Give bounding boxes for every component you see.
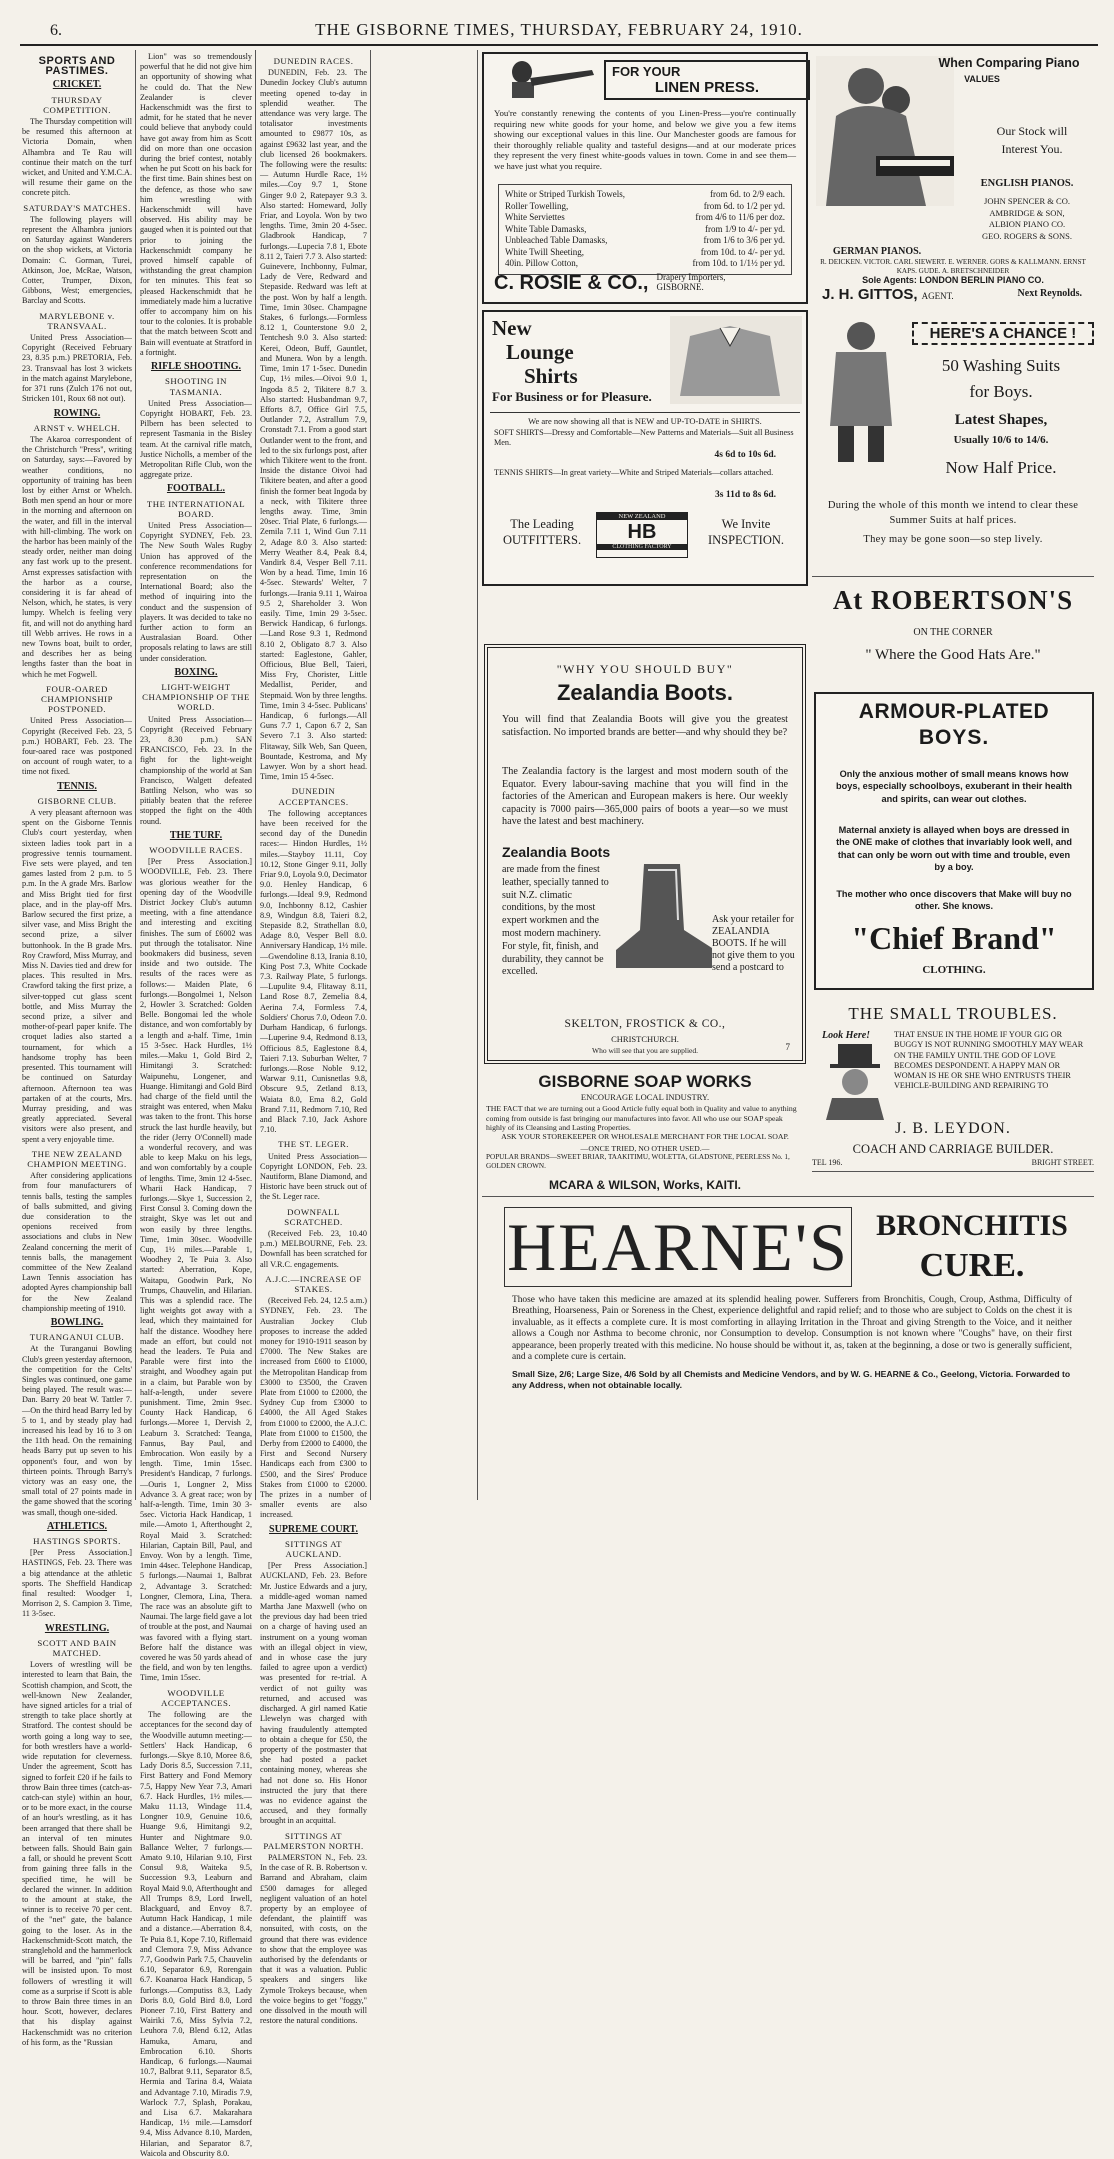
column-rule: [370, 50, 371, 1500]
piano-agents: Sole Agents: LONDON BERLIN PIANO CO.: [862, 275, 1044, 285]
newspaper-title: THE GISBORNE TIMES, THURSDAY, FEBRUARY 24, 1910.: [315, 20, 803, 39]
soap-title: GISBORNE SOAP WORKS: [538, 1072, 752, 1091]
article-subheading: GISBORNE CLUB.: [37, 795, 117, 806]
linen-item-name: Roller Towelling,: [505, 200, 569, 211]
shirts-soft-price: 4s 6d to 10s 6d.: [714, 450, 776, 460]
section-heading: BOWLING.: [50, 1316, 104, 1328]
linen-price-row: [505, 212, 785, 224]
article-body: The following acceptances have been received for the second day of the Dunedin races:— Hindon Hurdles, 1½ miles.—Stayboy 11.11, Coy 10.12, Stone Ginger 9.11, Jolly Friar 9.0, Loyola 9.0, Decimator 9.0. Henley Handicap, 6 furlongs.—Ideal 9.9, Redmond 9.0, Inchbonny 8.12, Cashier 8.9, Windgun 8.8, Taieri 8.2, Stepaside 8.2, Strathellan 8.0, Adage 8.0, Vesper Bell 8.0. Anniversary Handicap, 1½ mile.—Gwendoline 8.13, Irania 8.10, King Post 7.3, White Cockade 7.3. Railway Plate, 5 furlongs.—Lupulite 9.4, Flitaway 8.11, Land Rose 8.7, Zemelia 8.4, Aerina 7.4, Formless 7.4, Soldiers' Chorus 7.0, Odeon 7.0. Durham Handicap, 6 furlongs.—Luperine 9.4, Redmond 8.13, Officious 8.5, Eaglestone 8.4, Taieri 7.13. Suburban Welter, 7 furlongs.—Rose Noble 9.12, Warwar 9.11, Cunisnetlas 9.8, Obscure 9.5, Zetland 8.13, Waiata 8.0, Ema 8.2, Gold Brand 7.11, Redmorn 7.10, Red and Black 7.10, Jack Ashore 7.10.: [260, 808, 367, 1135]
piano-german: GERMAN PIANOS.: [832, 246, 922, 257]
man-with-hat-illustration: [822, 1044, 890, 1120]
rosie-name: C. ROSIE & CO.,: [494, 272, 649, 294]
linen-item-price: from 6d. to 2/9 each.: [710, 189, 785, 199]
troubles-tel: TEL 196.: [812, 1158, 843, 1167]
shirts-leading1: The Leading: [510, 517, 574, 531]
linen-item-name: Unbleached Table Damasks,: [505, 235, 608, 245]
article-subheading: THE INTERNATIONAL BOARD.: [146, 498, 246, 519]
chance-l5: Now Half Price.: [945, 458, 1057, 477]
piano-makers: [962, 196, 1092, 242]
ad-linen-press: [482, 52, 808, 304]
article-body: [Per Press Association.] AUCKLAND, Feb. 23. Before Mr. Justice Edwards and a jury, a middle-aged woman named Martha Jane Maxwell (who on the previous day had been tried on a charge of having used an instrument on a young woman with an illegal object in view, and in whose case the jury failed to agree upon a verdict) was presented for re-trial. A verdict of not guilty was returned, and accused was discharged. A girl named Katie Llewelyn was charged with having fraudulently attempted to obtain a cheque for £50, the property of the postmaster that she had posted a packet containing money, whereas she had not done so. His Honor instructed the jury that there was no evidence against the accused, and they formally brought in an acquittal.: [260, 1561, 367, 1826]
shirts-l1: New: [492, 316, 532, 340]
linen-price-row: [505, 258, 785, 270]
piano-maker: ALBION PIANO CO.: [988, 219, 1066, 229]
ad-small-troubles: [812, 1000, 1094, 1172]
troubles-name: J. B. LEYDON.: [895, 1120, 1011, 1137]
article-body: A very pleasant afternoon was spent on the Gisborne Tennis Club's court yesterday, when sixteen ladies took part in a progressive tennis tournament. Five sets were played, and ten games lasted from 2 p.m. to 5 p.m. In the A grade Mrs. Barlow and Miss Bright tied for first place, and in the play-off Mrs. Barlow secured the first prize, a silver vase, and Miss Bright the second prize, a silver buttonhook. In the B grade Mrs. Roy Crawford, Miss Murray, and Miss N. Davies tied and drew for places. This resulted in Mrs. Crawford taking the first prize, a silver-topped cut glass scent bottle, and Miss Murray the second prize, a silver and mother-of-pearl paper knife. The croquet ladies also started a tournament, for which a handsome trophy has been presented. This tournament will be continued on Saturday afternoon. Afternoon tea was partaken of at the courts, Mrs. Murray presiding, and was greatly appreciated. Several visitors were also present, and spent a very enjoyable time.: [22, 808, 132, 1144]
zealandia-why: "WHY YOU SHOULD BUY": [556, 662, 734, 676]
linen-line1: FOR YOUR: [612, 64, 681, 79]
shirts-intro: We are now showing all that is NEW and UP-TO-DATE in SHIRTS.: [490, 412, 800, 426]
gittos-agent: AGENT.: [921, 291, 954, 301]
article-subheading: SITTINGS AT AUCKLAND.: [284, 1538, 343, 1560]
zealandia-p3: are made from the finest leather, specially tanned to suit N.Z. climatic conditions, by the most expert workmen and the most modern machinery. For style, fit, finish, and durability, they cannot be excelled.: [502, 864, 609, 978]
linen-line2: LINEN PRESS.: [654, 79, 760, 96]
chance-title: HERE'S A CHANCE !: [912, 322, 1094, 345]
piano-maker: AMBRIDGE & SON,: [989, 207, 1065, 218]
article-subheading: FOUR-OARED CHAMPIONSHIP POSTPONED.: [41, 683, 113, 715]
linen-item-price: from 4/6 to 11/6 per doz.: [695, 212, 785, 222]
section-heading: WRESTLING.: [44, 1622, 110, 1634]
article-body: DUNEDIN, Feb. 23. The Dunedin Jockey Club's autumn meeting opened to-day in splendid weather. The attendance was very large. The totalisator investments amounted to £9877 10s, as against £9632 last year, and the club licensed 26 bookmakers. The following were the results:— Autumn Hurdle Race, 1½ miles.—Coy 9.7 1, Stone Ginger 9.0 2, Ratepayer 9.3 3. Also started: Homeward, Jolly Friar, and Loyola. Won by two lengths. Time, 3min 20 4-5sec. Gladbrook Handicap, 7 furlongs.—Lupecia 7.8 1, Ebote 8.11 2, Taieri 7.7 3. Also started: Guinevere, Inchbonny, Fulmar, Lady de Vere, Redward and Stepaside. Redward was left at the post. Won by half a length. Time, 1min 30sec. Champagne Stakes, 6 furlongs.—Formless 8.12 1, Counterstone 9.0 2, Tentchesh 9.0 3. Also started: Kerei, Odeon, Buff, Gauntlet, and Munera. Won by a length. Time, 1min 17 1-5sec. Dunedin Cup, 1½ miles.—Oivoi 9.0 1, Ingoda 8.5 2, Tikitere 8.7 3. Also started: Husbandman 9.7, Efforts 8.7, Office Girl 7.5, Outlander 7.2, Astrallum 7.9, Cronstadt 7.1. From a good start Outlander went to the front, and led to the six furlongs post, after which Tikitere went to the front. Inside the distance Oivoi had Tikitere beaten, and after a good finish the former beat Ingoda by a neck, with Tikitere three lengths away. Time, 3min 20sec. Trial Plate, 6 furlongs.—Zemila 7.11 1, Wind Gun 7.11 2, Adage 8.0 3. Also started: Merry Weather 8.4, Peak 8.4, Vandirk 8.4, Vesper Bell 7.11. Won by a head. Time, 1min 16 4-5sec. Stewards' Welter, 7 furlongs.—Irania 9.11 1, Wairoa 9.5 2, Shareholder 3. Won easily. Time, 1min 29 3-5sec. Berwick Handicap, 6 furlongs.—Land Rose 9.3 1, Redmond 8.10 2, Obligato 8.7 3. Also started: Eaglestone, Gahler, Officious, Blue Bell, Taieri, Miss Fry, Chorister, Little Medallist, Perider, and Stepmaid. Won by three lengths. Time, 1min 3 4-5sec. Publicans' Handicap, 6 furlongs.—All Guns 7.7 1, Capon 6.7 2, San Severo 7.1 3. Also started: Flitaway, Silk Web, San Queen, Bountade, Kestroma, and My Lawyer. Won by a short head. Time, 1min 15 4-5sec.: [260, 68, 367, 782]
linen-price-row: [505, 189, 785, 201]
linen-item-price: from 10d. to 1/1½ per yd.: [692, 258, 785, 268]
linen-firm: [494, 272, 796, 295]
ad-robertsons: [812, 576, 1094, 686]
column-sports-continued: [140, 52, 252, 2158]
chance-body: During the whole of this month we intend to clear these Summer Suits at half prices.: [827, 500, 1079, 526]
linen-item-price: from 10d. to 4/- per yd.: [700, 246, 785, 257]
shirts-l2: Lounge: [506, 340, 574, 364]
article-body: United Press Association—Copyright LONDON, Feb. 23. Nautiform, Blane Diamond, and Historic have been struck out of the St. Leger race.: [260, 1151, 367, 1202]
ad-zealandia-boots: [484, 644, 806, 1064]
article-subheading: HASTINGS SPORTS.: [33, 1536, 121, 1547]
column-rule: [135, 50, 136, 1500]
armour-title1: ARMOUR-PLATED: [858, 700, 1050, 723]
shirts-l3: Shirts: [524, 364, 578, 388]
pointing-man-icon: [502, 58, 598, 98]
article-body: United Press Association—Copyright (Received February 23, 8.35 p.m.) PRETORIA, Feb. 23. Transvaal has lost 3 wickets in the match against Marylebone, for 371 runs (Zulch 176 not out, Stricken 101, Roux 68 not out).: [22, 333, 132, 404]
section-heading: TENNIS.: [57, 780, 97, 792]
ad-washing-suits: [812, 312, 1094, 572]
article-body: The Akaroa correspondent of the Christchurch "Press", writing on Saturday, says:—Favored by weather conditions, no opportunity of training has been lost by either Arnst or Whelch. Both men spend an hour or more in the morning and afternoon on the water, and fill in the interval with hill-climbing. The work on the harbor has been mainly of the steady order, neither man doing any fast work up to the present. Arnst expresses satisfaction with the harbor as a course, considering it is far ahead of Nelson, which, he states, is very lumpy. Whelch is feeling very fit, and will not do anything hard till Webb arrives. He rows in a new Towns boat, built to order, and describes her as being lengths faster than the boat in which he met Fogwell.: [22, 434, 132, 679]
zealandia-title: Zealandia Boots.: [556, 680, 734, 705]
article-body: United Press Association—Copyright (Received February 23, 8.30 p.m.) SAN FRANCISCO, Feb. 23. In the fight for the light-weight championship of the world at San Francisco, Walgett defeated Battling Nelson, who was so pitiably beaten that the referee stopped the fight on the 40th round.: [140, 714, 252, 826]
rosie-sub1: Drapery Importers,: [656, 272, 726, 282]
article-body: Lion" was so tremendously powerful that he did not give him an opportunity of showing what he could do. That the New Zealander is clever Hackenschmidt was the first to admit, for he stated that he never could believe that anybody could have got away from him as Scott did on more than one occasion during the brief contest, notably when he put Scott on his back for the first time. Bain shines best on the defence, as those who saw him wrestling with Hackenschmidt will have observed. His ability may be gauged when it is pointed out that prior to joining the Hackenschmidt company he proved himself capable of withstanding the great champion for ten minutes. This feat so pleased Hackenschmidt that he immediately made him a lucrative offer to accompany him on his tour to the colonies. It is probable that the match between Scott and Bain will eventuate at Stratford in a fortnight.: [140, 52, 252, 357]
soap-once: —ONCE TRIED, NO OTHER USED.—: [580, 1144, 710, 1153]
article-body: United Press Association—Copyright HOBART, Feb. 23. Pilbern has been selected to represent Tasmania in the Bisley team. At the carnival rifle match, Justice Nicholls, a member of the Metropolitan Rifle Club, won the aggregate prize.: [140, 398, 252, 480]
piano-german-makers: R. DEICKEN. VICTOR. CARL SIEWERT. E. WERNER. GORS & KALLMANN. ERNST KAPS. GUDE. A. BRETSCHNEIDER: [820, 258, 1086, 275]
article-subheading: A.J.C.—INCREASE OF STAKES.: [265, 1273, 362, 1294]
linen-price-row: [505, 247, 785, 259]
troubles-street: BRIGHT STREET.: [1031, 1158, 1094, 1167]
article-body: Lovers of wrestling will be interested to learn that Bain, the Scottish champion, and Scott, the well-known New Zealander, have signed articles for a trial of strength to take place shortly at Stratford. The contest should be worth going a long way to see, for both wrestlers have a world-wide reputation for cleverness. Under the agreement, Scott has signed to forfeit £20 if he fails to throw Bain three times (catch-as-catch-can style) within an hour, or to be more exact, in the course of an hour's wrestling, as it has been arranged that there shall be an interval of ten minutes between falls. Should Bain gain a fall, or should he prevent Scott from gaining three falls in the specified time, he will be declared the winner. In addition to the amount at stake, the winner is to receive 70 per cent. of the "net" gate, the balance going to the loser. As in the Hackenschmidt-Scott match, the stranglehold and the hammerlock will be barred, and "pin" falls will be insisted upon. To most followers of wrestling it will come as a surprise if Scott is able to throw Bain three times in an hour. Scott, however, declares that his display against Hackenschmidt was no criterion of his form, as the "Russian: [22, 1660, 132, 2047]
article-body: PALMERSTON N., Feb. 23. In the case of R. B. Robertson v. Barrand and Abraham, claim £500 damages for alleged negligent valuation of an hotel property by an employee of defendant, the plaintiff was nonsuited, with costs, on the ground that there was evidence to show that the employee was authorised by the defendants or that it was a valuation. Public speakers and singers like Zymole Trokeys because, when the voice begins to get "foggy," one dissolved in the mouth will restore the natural conditions.: [260, 1852, 367, 2026]
article-subheading: DUNEDIN RACES.: [273, 56, 354, 66]
linen-item-name: White Twill Sheeting,: [505, 246, 584, 257]
robertson-name: At ROBERTSON'S: [832, 585, 1074, 615]
article-body: [Per Press Association.] HASTINGS, Feb. 23. There was a big attendance at the athletic sports. The Sheffield Handicap final resulted: Woodger 1, Morrison 2, S. Campion 3. Time, 11 3-5sec.: [22, 1548, 132, 1619]
piano-stock2: Interest You.: [1001, 142, 1063, 156]
boot-illustration: [608, 860, 718, 980]
soap-ask: ASK YOUR STOREKEEPER OR WHOLESALE MERCHANT FOR THE LOCAL SOAP.: [501, 1132, 789, 1141]
article-subheading: THE NEW ZEALAND CHAMPION MEETING.: [27, 1148, 127, 1169]
article-subheading: MARYLEBONE v. TRANSVAAL.: [39, 310, 115, 331]
ad-gisborne-soap-works: [480, 1066, 810, 1174]
zealandia-ask: Ask your retailer for ZEALANDIA BOOTS. If he will not give them to you send a postcard to: [712, 914, 795, 973]
robertson-corner: ON THE CORNER: [913, 627, 993, 638]
linen-item-price: from 1/9 to 4/- per yd.: [705, 223, 785, 234]
section-heading: RIFLE SHOOTING.: [150, 361, 242, 373]
linen-item-price: from 6d. to 1/2 per yd.: [703, 200, 785, 211]
shirts-illustration: [670, 316, 802, 404]
boy-suit-illustration: [822, 316, 900, 466]
zealandia-p1: You will find that Zealandia Boots will give you the greatest satisfaction. No imported brands are better—and why should they be?: [502, 714, 788, 738]
article-subheading: SHOOTING IN TASMANIA.: [165, 376, 227, 397]
shirts-soft: SOFT SHIRTS—Dressy and Comfortable—New Patterns and Materials—Suit all Business Men.: [494, 428, 794, 447]
zealandia-sub: Zealandia Boots: [502, 844, 611, 860]
armour-title2: BOYS.: [918, 726, 990, 749]
hearne-name: HEARNE'S: [504, 1207, 852, 1287]
troubles-body: THAT ENSUE IN THE HOME IF YOUR GIG OR BUGGY IS NOT RUNNING SMOOTHLY MAY WEAR ON THE FAMILY UNTIL THE GOD OF LOVE BECOMES DESPONDENT. A HAPPY MAN OR WOMAN IS HE OR SHE WHO ENTRUSTS THEIR VEHICLE-BUILDING AND REPAIRING TO: [894, 1030, 1084, 1091]
shirts-invite2: INSPECTION.: [707, 533, 785, 547]
article-subheading: DOWNFALL SCRATCHED.: [284, 1206, 343, 1227]
piano-stock1: Our Stock will: [996, 124, 1068, 138]
ad-lounge-shirts: [482, 310, 808, 586]
page-number: 6.: [50, 22, 62, 39]
article-body: (Received Feb. 24, 12.5 a.m.) SYDNEY, Feb. 23. The Australian Jockey Club proposes to increase the added money for 1910-1911 season by £7000. The New Stakes are increased from £600 to £1000, the Metropolitan Handicap from £3000 to £3500, the Craven Plate from £1000 to £2000, the Sydney Cup from £3000 to £4000, the All Aged Stakes from £1000 to £2000, the A.J.C. Plate from £1000 to £1500, the Derby from £2000 to £4000, the First and Second Nursery Handicaps each from £300 to £500, and the Sires' Produce Stakes from £1000 to £2000. The prizes in a number of smaller events are also increased.: [260, 1296, 367, 1520]
article-body: At the Turanganui Bowling Club's green yesterday afternoon, the competition for the Celts' Singles was continued, one game being played. The result was:—Dan. Barry 20 beat W. Tattler 7.—On the third head Barry led by 5 to 1, and by steady play had increased his lead by 16 to 3 on the 11th head. On the remaining heads Barry put up seven to his opponent's four, and won by thirteen points. Through Barry's victory was an easy one, the small total of 27 points made in the game showed that the scoring was small, though one-sided.: [22, 1344, 132, 1517]
article-body: The following players will represent the Alhambra juniors on Saturday against Wanderers on the shop wickets, at Victoria Domain: C. Gorman, Turei, Atkinson, Joe, McRae, Watson, Cotter, Trumper, Dixon, Gibbons, West; emergencies, Barclay and Scotts.: [22, 214, 132, 306]
section-heading: ATHLETICS.: [46, 1520, 108, 1532]
piano-maker: JOHN SPENCER & CO.: [984, 196, 1070, 206]
troubles-trade: COACH AND CARRIAGE BUILDER.: [852, 1142, 1054, 1156]
linen-price-list: [498, 184, 792, 275]
column-sports: [22, 52, 132, 2047]
column-racing: [260, 52, 367, 2026]
shirts-leading2: OUTFITTERS.: [502, 533, 582, 547]
zealandia-ad-number: 7: [785, 1042, 790, 1052]
zealandia-p2: The Zealandia factory is the largest and most modern south of the Equator. Every labour-saving machine that you will find in the factories of the American and European makers is here. Our weekly capacity is 7000 pairs—365,000 pairs of boots a year—so we must have the latest and best machinery.: [502, 766, 788, 828]
chance-l2: for Boys.: [969, 382, 1033, 401]
linen-item-name: White Table Damasks,: [505, 223, 587, 234]
zealandia-firm: SKELTON, FROSTICK & CO.,: [564, 1018, 726, 1030]
article-subheading: THURSDAY COMPETITION.: [43, 94, 111, 115]
hearne-body: Those who have taken this medicine are amazed at its splendid healing power. Sufferers from Bronchitis, Cough, Croup, Asthma, Difficulty of Breathing, Hoarseness, Pain or Soreness in the Chest, experience delightful and rapid relief; and to those who are subject to Colds on the chest it is invaluable, as it effects a complete cure. It is most comforting in allaying Irritation in the Throat and giving Strength to the Voice, and it neither allows a Cough nor Asthma to become chronic, nor Consumption to develop. Consumption is not known where "Coughs" have, on their first appearance, been properly treated with this medicine. No house should be without it, as, taken at the beginning, a dose or two is generally sufficient, and a complete cure is certain.: [512, 1295, 1072, 1363]
shirts-l4: For Business or for Pleasure.: [492, 389, 652, 404]
article-body: United Press Association—Copyright (Received Feb. 23, 5 p.m.) HOBART, Feb. 23. The four-oared race was postponed on account of rough water, to a time not fixed.: [22, 716, 132, 777]
section-heading: THE TURF.: [169, 829, 223, 841]
hb-logo: [596, 512, 688, 558]
hearne-sizes: Small Size, 2/6; Large Size, 4/6 Sold by all Chemists and Medicine Vendors, and by W. G. HEARNE & Co., Geelong, Victoria. Forwarded to any Address, when not obtainable locally.: [512, 1369, 1071, 1390]
armour-brand: "Chief Brand": [851, 920, 1057, 956]
gittos-address: Next Reynolds.: [1017, 288, 1082, 299]
article-subheading: DUNEDIN ACCEPTANCES.: [278, 786, 349, 807]
article-subheading: LIGHT-WEIGHT CHAMPIONSHIP OF THE WORLD.: [142, 681, 250, 713]
hearne-cure: CURE.: [919, 1247, 1025, 1284]
soap-sub: ENCOURAGE LOCAL INDUSTRY.: [580, 1092, 710, 1102]
soap-brands: POPULAR BRANDS—SWEET BRIAR, TAAKITIMU, WOLETTA, GLADSTONE, PEERLESS No. 1, GOLDEN CROWN.: [486, 1153, 790, 1170]
section-heading: ROWING.: [53, 407, 101, 419]
piano-player-illustration: [816, 56, 954, 206]
section-heading: SUPREME COURT.: [269, 1523, 358, 1535]
shirts-tennis: TENNIS SHIRTS—In great variety—White and Striped Materials—collars attached.: [494, 468, 774, 477]
linen-price-row: [505, 201, 785, 213]
piano-english: ENGLISH PIANOS.: [980, 178, 1074, 189]
masthead: [20, 18, 1098, 46]
linen-price-row: [505, 224, 785, 236]
article-body: United Press Association—Copyright SYDNEY, Feb. 23. The New South Wales Rugby Union has approved of the conference recommendations for representation on the International Board; also the method of inquiring into the conduct and the suspension of players. It was decided to take no further action to form an Australasian Board. Other proposals relating to laws are still under consideration.: [140, 520, 252, 663]
article-body: [Per Press Association.] WOODVILLE, Feb. 23. There was glorious weather for the opening day of the Woodville District Jockey Club's autumn meeting, with a fine attendance and interesting and exciting finishes. The sum of £6002 was put through the totalisator. Nine bookmakers did business, seven inside and two outside. The results of the races were as follows:— Maiden Plate, 6 furlongs.—Bongolmei 1, Nelson 2, Howler 3. Scratched: Golden Belle. Bongomai led the whole distance, and won comfortably by a length and a-half. Time, 1min 15 3-5sec. Hack Hurdles, 1½ miles.—Maku 1, Gold Bird 2, Himitangi 3. Scratched: Waipunehu, Longener, and Huange. Himitangi and Gold Bird had charge of the field until the straight was entered, when Maku was taken to the front. This horse struck the last hurdle heavily, but the rider (Jerry O'Connell) made a wonderful recovery, and was able to keep Maku on his legs, and won comfortably by a couple of lengths. Time, 3min 12 4-5sec. Wharii Hack Handicap, 7 furlongs.—Skye 1, Succession 2, First Consul 3. Coming down the straight, Skye was let out and won easily by three lengths. Time, 1min 30sec. Woodville Cup, 1½ miles.—Parable 1, Woodhey 2, Te Puia 3. Also started: Aberration, Kope, Waitapu, Goodwin Park, No Trumps, Chauvelin, and Hilarian. This was a splendid race. The light weights got away with a lead, which they maintained for half the distance. Woodhey here made an effort, but could not head the leaders. Te Puia and Parable were first into the straight, and Woodhey again put in a claim, but Parable won by half-a-length, under severe punishment. Time, 2min 9sec. County Hack Handicap, 6 furlongs.—Moree 1, Dervish 2, Leaburn 3. Scratched: Teanga, Fannus, Bay Paul, and Embrocation. Won easily by a length. Time, 1min 15sec. President's Handicap, 7 furlongs.—Ouris 1, Longner 2, Miss Advance 3. A great race; won by half-a-length. Time, 1min 30 3-5sec. Victoria Hack Handicap, 1 mile.—Amoto 1, Afterthought 2, Royal Maid 3. Scratched: Hilarian, Captain Bill, Paul, and Envoy. Won by a length. Time, 1min 44sec. Telephone Handicap, 5 furlongs.—Naumai 1, Balbrat 2, Advantage 3. Scratched: Longner, Clemora, Lina, Thera. The race was an absolute gift to Naumai. The large field gave a lot of trouble at the post, and Naumai was favored with a flying start. Before half the distance was covered he was 50 yards ahead of the field, and won by ten lengths. Time, 1min 15sec.: [140, 857, 252, 1683]
ad-piano: [812, 52, 1094, 304]
hb-mark: HB: [627, 521, 657, 543]
article-body: (Received Feb. 23, 10.40 p.m.) MELBOURNE, Feb. 23. Downfall has been scratched for all V.R.C. engagements.: [260, 1228, 367, 1269]
article-subheading: ARNST v. WHELCH.: [33, 422, 121, 433]
chance-l1: 50 Washing Suits: [941, 356, 1061, 375]
robertson-slogan: " Where the Good Hats Are.": [865, 647, 1041, 663]
article-subheading: WOODVILLE ACCEPTANCES.: [160, 1687, 232, 1708]
linen-item-name: 40in. Pillow Cotton,: [505, 258, 579, 268]
shirts-tennis-price: 3s 11d to 8s 6d.: [715, 490, 776, 500]
armour-p1: Only the anxious mother of small means knows how boys, especially schoolboys, exuberant in their health and spirits, can wear out clothes.: [836, 769, 1072, 804]
hb-bottom: CLOTHING FACTORY: [597, 544, 687, 550]
chance-body2: They may be gone soon—so step lively.: [863, 534, 1043, 545]
linen-price-row: [505, 235, 785, 247]
section-heading: BOXING.: [174, 666, 218, 678]
section-header: SPORTS AND PASTIMES.: [38, 55, 116, 78]
linen-item-name: White or Striped Turkish Towels,: [505, 189, 625, 199]
shirts-invite1: We Invite: [721, 517, 771, 531]
section-heading: FOOTBALL.: [166, 483, 226, 495]
article-body: After considering applications from four manufacturers of tennis balls, testing the samples of balls submitted, and giving due consideration to the openions received from associations and clubs in New Zealand concerning the merit of tennis balls, the management committee of the New Zealand Lawn Tennis association has adopted Ayres championship ball for the New Zealand championship meeting of 1910.: [22, 1171, 132, 1313]
article-subheading: SITTINGS AT PALMERSTON NORTH.: [263, 1830, 364, 1851]
hb-top: NEW ZEALAND: [597, 513, 687, 520]
troubles-look-here: Look Here!: [822, 1030, 871, 1041]
soap-body: THE FACT that we are turning out a Good Article fully equal both in Quality and value to anything coming from outside is fast bringing our manufactures into favor. All who use our SOAP speak highly of its Cleansing and Lasting Properties.: [486, 1104, 797, 1132]
armour-clothing: CLOTHING.: [922, 964, 986, 976]
column-rule: [477, 50, 478, 1500]
gittos-name: J. H. GITTOS,: [822, 286, 918, 303]
article-subheading: THE ST. LEGER.: [278, 1139, 349, 1150]
linen-item-name: White Serviettes: [505, 212, 565, 222]
article-body: The following are the acceptances for the second day of the Woodville autumn meeting:— Settlers' Hack Handicap, 6 furlongs.—Skye 8.10, Moree 8.6, Lady Doris 8.5, Succession 7.11, First Battery and Fond Memory 7.5, Happy New Year 7.3, Amari 6.7. Hack Hurdles, 1½ miles.—Maku 11.13, Windage 11.4, Longner 10.9, Genuine 10.6, Huange 9.6, Himitangi 9.2, Hunter and Nightmare 9.0. Ballance Welter, 7 furlongs.—Amato 9.10, Hilarian 9.10, First Consul 9.8, Waiteka 9.5, Succession 9.3, Leaburn and Royal Maid 9.0, Afterthought and All Trumps 8.9, Lord Irwell, Blackguard, and Envoy 8.7. Autumn Hack Handicap, 1 mile and a distance.—Aberration 8.4, Te Puia 8.1, Kope 7.10, Riflemaid and Clemora 7.9, Miss Advance 7.7, Goodwin Park 7.5, Chauvelin 6.10, Separator 6.9, Rorengain 6.7. Koanaroa Hack Handicap, 5 furlongs.—Computiss 8.3, Lady Doris 8.0, Gold Bird 8.0, Lord Pioneer 7.10, First Battery and Wairiki 7.6, Miss Sylvia 7.2, Leuhora 7.0, Blend 6.12, Atlas Hamuka, Amaru, and Embrocation 6.10. Shorts Handicap, 6 furlongs.—Naumai 10.7, Balbrat 9.11, Separator 8.5, Hermia and Tarina 8.4, Waiata and Advantage 7.10, Miradis 7.9, Warlock 7.7, Splash, Porakau, and Lisa 6.7. Makarahara Handicap, 1½ mile.—Lamsdorf 9.4, Miss Advance 8.10, Marden, Hilarian, and Separator 8.7, Waicola and Obscurity 8.0.: [140, 1710, 252, 2158]
zealandia-footer: Who will see that you are supplied.: [591, 1046, 698, 1055]
article-subheading: WOODVILLE RACES.: [149, 845, 243, 856]
armour-p3: The mother who once discovers that Make will buy no other. She knows.: [836, 889, 1072, 912]
zealandia-city: CHRISTCHURCH.: [611, 1034, 679, 1044]
linen-body: You're constantly renewing the contents of you Linen-Press—you're continually requiring new white goods for your home, and below we give you a few items showing our exceptional values in this line. Our Manchester goods are famous for their thoroughly reliable quality and tasteful designs—and at our moderate prices they represent the very finest white-goods values in town. Come in and see them—we have just what you require.: [494, 108, 796, 171]
chance-l3: Latest Shapes,: [954, 412, 1048, 428]
ad-armour-plated-boys: [814, 692, 1094, 990]
ad-hearnes-bronchitis-cure: [482, 1196, 1094, 1506]
piano-title: When Comparing Piano: [938, 56, 1080, 70]
section-heading: CRICKET.: [52, 79, 102, 91]
armour-p2: Maternal anxiety is allayed when boys are dressed in the ONE make of clothes that invariably look well, and that can only be worn out with time and trouble, even by a boy.: [836, 825, 1072, 873]
piano-values: VALUES: [964, 74, 1000, 84]
article-body: The Thursday competition will be resumed this afternoon at Victoria Domain, when Alhambra and Te Rau will continue their match on the turf wicket, and United and Y.M.C.A. will resume their game on the concrete pitch.: [22, 117, 132, 198]
article-subheading: TURANGANUI CLUB.: [29, 1332, 125, 1343]
troubles-title: THE SMALL TROUBLES.: [848, 1004, 1058, 1023]
column-rule: [255, 50, 256, 1500]
article-subheading: SCOTT AND BAIN MATCHED.: [37, 1637, 117, 1659]
soap-firm: MCARA & WILSON, Works, KAITI.: [549, 1178, 741, 1192]
linen-banner: [604, 60, 810, 100]
rosie-sub2: GISBORNE.: [656, 282, 704, 292]
piano-maker: GEO. ROGERS & SONS.: [982, 230, 1072, 241]
linen-item-price: from 1/6 to 3/6 per yd.: [703, 235, 785, 245]
article-subheading: SATURDAY'S MATCHES.: [23, 202, 131, 213]
piano-agent-line: [822, 286, 1092, 304]
chance-l4: Usually 10/6 to 14/6.: [953, 434, 1049, 446]
hearne-bronchitis: BRONCHITIS: [876, 1209, 1068, 1242]
